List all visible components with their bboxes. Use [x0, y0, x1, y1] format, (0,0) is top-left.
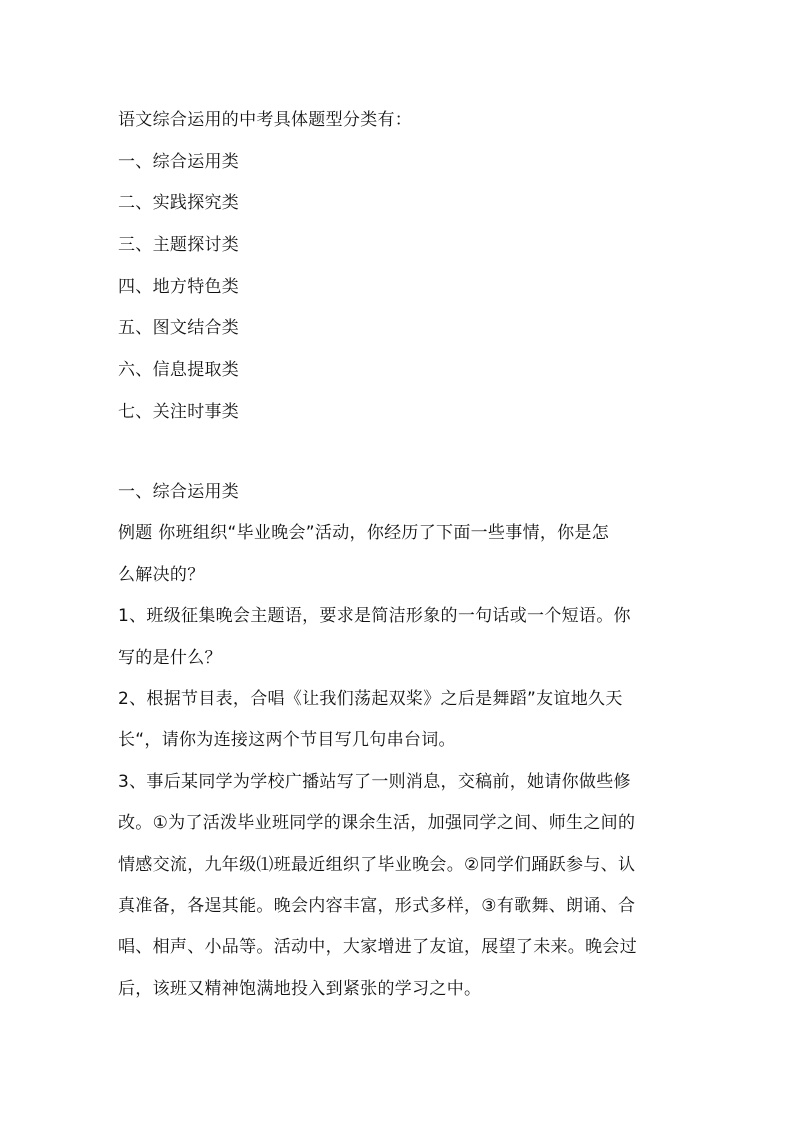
- category-item: 三、主题探讨类: [118, 235, 240, 256]
- question-1-line: 写的是什么？: [118, 647, 222, 668]
- question-3-line: 唱、相声、小品等。活动中，大家增进了友谊，展望了未来。晚会过: [118, 937, 637, 958]
- category-item: 五、图文结合类: [118, 318, 240, 339]
- question-2-line: 2、根据节目表，合唱《让我们荡起双桨》之后是舞蹈”友谊地久天: [118, 688, 623, 709]
- example-line: 么解决的？: [118, 564, 205, 585]
- section-heading: 一、综合运用类: [118, 482, 240, 502]
- category-list: [118, 110, 678, 444]
- category-item: 一、综合运用类: [118, 151, 240, 172]
- question-2-line: 长“，请你为连接这两个节目写几句串台词。: [118, 730, 456, 751]
- question-3-line: 情感交流，九年级⑴班最近组织了毕业晚会。②同学们踊跃参与、认: [118, 854, 636, 875]
- intro-text: 语文综合运用的中考具体题型分类有：: [118, 110, 413, 130]
- category-item: 七、关注时事类: [118, 401, 240, 422]
- question-3-line: 3、事后某同学为学校广播站写了一则消息，交稿前，她请你做些修: [118, 771, 631, 792]
- question-3-line: 真准备，各逞其能。晚会内容丰富，形式多样，③有歌舞、朗诵、合: [118, 895, 636, 916]
- section-comprehensive: [118, 482, 678, 1020]
- category-item: 二、实践探究类: [118, 193, 240, 214]
- question-3-line: 后，该班又精神饱满地投入到紧张的学习之中。: [118, 978, 482, 999]
- question-1-line: 1、班级征集晚会主题语，要求是简洁形象的一句话或一个短语。你: [118, 606, 631, 627]
- category-item: 四、地方特色类: [118, 276, 240, 297]
- category-item: 六、信息提取类: [118, 360, 240, 381]
- question-3-line: 改。①为了活泼毕业班同学的课余生活，加强同学之间、师生之间的: [118, 813, 636, 834]
- example-line: 例题 你班组织“毕业晚会”活动，你经历了下面一些事情，你是怎: [118, 523, 610, 544]
